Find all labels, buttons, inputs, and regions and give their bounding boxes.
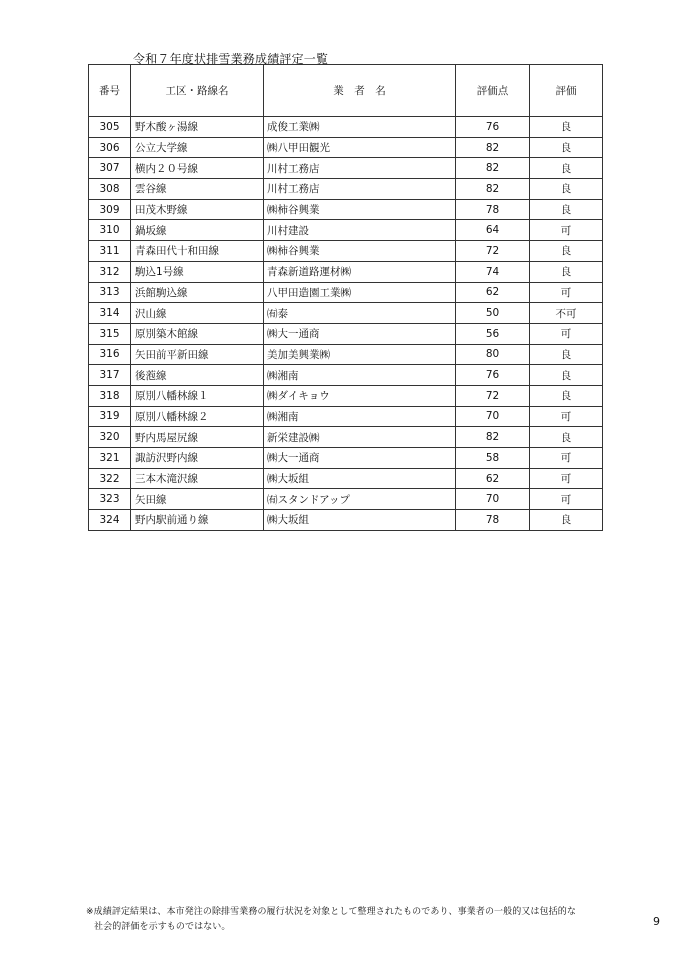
cell-number: 321 — [89, 448, 131, 469]
cell-company: 美加美興業㈱ — [264, 344, 456, 365]
cell-grade: 可 — [530, 282, 603, 303]
cell-grade: 可 — [530, 406, 603, 427]
cell-grade: 良 — [530, 427, 603, 448]
cell-route: 駒込1号線 — [131, 261, 264, 282]
cell-score: 70 — [456, 406, 530, 427]
cell-grade: 可 — [530, 323, 603, 344]
cell-route: 原別八幡林線１ — [131, 385, 264, 406]
cell-route: 公立大学線 — [131, 137, 264, 158]
table-row — [89, 261, 603, 282]
cell-grade: 可 — [530, 489, 603, 510]
cell-company: ㈱柿谷興業 — [264, 199, 456, 220]
cell-grade: 良 — [530, 117, 603, 138]
cell-grade: 可 — [530, 468, 603, 489]
cell-grade: 良 — [530, 179, 603, 200]
cell-score: 76 — [456, 117, 530, 138]
table-row — [89, 241, 603, 262]
header-score: 評価点 — [456, 65, 530, 117]
cell-company: 八甲田造園工業㈱ — [264, 282, 456, 303]
evaluation-table — [88, 64, 603, 531]
cell-company: ㈱ダイキョウ — [264, 385, 456, 406]
table-row — [89, 199, 603, 220]
footnote-line-1: ※成績評定結果は、本市発注の除排雪業務の履行状況を対象として整理されたものであり、事業者の一般的又は包括的な — [86, 907, 576, 917]
cell-route: 矢田線 — [131, 489, 264, 510]
cell-route: 野木酸ヶ湯線 — [131, 117, 264, 138]
cell-company: 川村建設 — [264, 220, 456, 241]
cell-score: 80 — [456, 344, 530, 365]
cell-route: 原別築木館線 — [131, 323, 264, 344]
table-row — [89, 282, 603, 303]
cell-route: 青森田代十和田線 — [131, 241, 264, 262]
cell-grade: 良 — [530, 137, 603, 158]
cell-route: 原別八幡林線２ — [131, 406, 264, 427]
cell-number: 324 — [89, 510, 131, 531]
cell-company: ㈱湘南 — [264, 365, 456, 386]
cell-grade: 良 — [530, 385, 603, 406]
cell-number: 311 — [89, 241, 131, 262]
table-row — [89, 303, 603, 324]
cell-score: 82 — [456, 179, 530, 200]
page-number: 9 — [653, 915, 660, 928]
cell-route: 田茂木野線 — [131, 199, 264, 220]
table-row — [89, 510, 603, 531]
cell-company: 川村工務店 — [264, 158, 456, 179]
cell-company: 青森新道路運材㈱ — [264, 261, 456, 282]
cell-route: 矢田前平新田線 — [131, 344, 264, 365]
cell-number: 307 — [89, 158, 131, 179]
cell-number: 315 — [89, 323, 131, 344]
cell-score: 78 — [456, 510, 530, 531]
table-row — [89, 137, 603, 158]
header-company: 業 者 名 — [264, 65, 456, 117]
cell-route: 三本木滝沢線 — [131, 468, 264, 489]
cell-route: 雲谷線 — [131, 179, 264, 200]
cell-number: 318 — [89, 385, 131, 406]
cell-score: 72 — [456, 385, 530, 406]
cell-route: 野内馬屋尻線 — [131, 427, 264, 448]
table-row — [89, 406, 603, 427]
cell-number: 320 — [89, 427, 131, 448]
table-header-row — [89, 65, 603, 117]
cell-company: ㈱大坂組 — [264, 510, 456, 531]
cell-grade: 可 — [530, 448, 603, 469]
cell-company: ㈱大一通商 — [264, 448, 456, 469]
cell-company: 新栄建設㈱ — [264, 427, 456, 448]
cell-score: 56 — [456, 323, 530, 344]
cell-score: 82 — [456, 427, 530, 448]
cell-company: ㈱八甲田観光 — [264, 137, 456, 158]
cell-number: 317 — [89, 365, 131, 386]
table-row — [89, 323, 603, 344]
header-number: 番号 — [89, 65, 131, 117]
cell-company: ㈱湘南 — [264, 406, 456, 427]
cell-score: 64 — [456, 220, 530, 241]
table-row — [89, 220, 603, 241]
cell-grade: 可 — [530, 220, 603, 241]
cell-route: 野内駅前通り線 — [131, 510, 264, 531]
cell-score: 62 — [456, 282, 530, 303]
cell-score: 50 — [456, 303, 530, 324]
cell-number: 313 — [89, 282, 131, 303]
table-row — [89, 365, 603, 386]
cell-score: 72 — [456, 241, 530, 262]
table-row — [89, 344, 603, 365]
table-row — [89, 489, 603, 510]
cell-score: 74 — [456, 261, 530, 282]
cell-company: ㈱柿谷興業 — [264, 241, 456, 262]
cell-grade: 良 — [530, 344, 603, 365]
cell-score: 82 — [456, 137, 530, 158]
table-row — [89, 179, 603, 200]
cell-company: ㈲泰 — [264, 303, 456, 324]
cell-company: ㈱大坂組 — [264, 468, 456, 489]
cell-score: 82 — [456, 158, 530, 179]
table-row — [89, 158, 603, 179]
cell-number: 309 — [89, 199, 131, 220]
cell-number: 312 — [89, 261, 131, 282]
cell-grade: 良 — [530, 510, 603, 531]
header-grade: 評価 — [530, 65, 603, 117]
table-row — [89, 385, 603, 406]
cell-grade: 良 — [530, 241, 603, 262]
cell-number: 323 — [89, 489, 131, 510]
cell-number: 316 — [89, 344, 131, 365]
cell-number: 314 — [89, 303, 131, 324]
cell-route: 後萢線 — [131, 365, 264, 386]
table-body — [89, 117, 603, 531]
cell-company: 成俊工業㈱ — [264, 117, 456, 138]
footnote — [86, 905, 626, 935]
cell-number: 305 — [89, 117, 131, 138]
table-row — [89, 427, 603, 448]
cell-score: 62 — [456, 468, 530, 489]
table-row — [89, 448, 603, 469]
cell-grade: 良 — [530, 365, 603, 386]
cell-route: 諏訪沢野内線 — [131, 448, 264, 469]
cell-route: 浜館駒込線 — [131, 282, 264, 303]
cell-number: 310 — [89, 220, 131, 241]
footnote-line-2: 社会的評価を示すものではない。 — [94, 922, 231, 932]
cell-route: 沢山線 — [131, 303, 264, 324]
cell-company: ㈱大一通商 — [264, 323, 456, 344]
cell-route: 横内２０号線 — [131, 158, 264, 179]
cell-number: 319 — [89, 406, 131, 427]
cell-score: 70 — [456, 489, 530, 510]
cell-number: 322 — [89, 468, 131, 489]
header-route: 工区・路線名 — [131, 65, 264, 117]
page-title: 令和７年度状排雪業務成績評定一覧 — [133, 52, 329, 66]
cell-score: 78 — [456, 199, 530, 220]
cell-number: 308 — [89, 179, 131, 200]
cell-grade: 不可 — [530, 303, 603, 324]
cell-score: 76 — [456, 365, 530, 386]
cell-score: 58 — [456, 448, 530, 469]
cell-route: 鍋坂線 — [131, 220, 264, 241]
table-row — [89, 117, 603, 138]
cell-grade: 良 — [530, 199, 603, 220]
cell-company: 川村工務店 — [264, 179, 456, 200]
cell-number: 306 — [89, 137, 131, 158]
cell-grade: 良 — [530, 158, 603, 179]
cell-grade: 良 — [530, 261, 603, 282]
cell-company: ㈲スタンドアップ — [264, 489, 456, 510]
table-row — [89, 468, 603, 489]
